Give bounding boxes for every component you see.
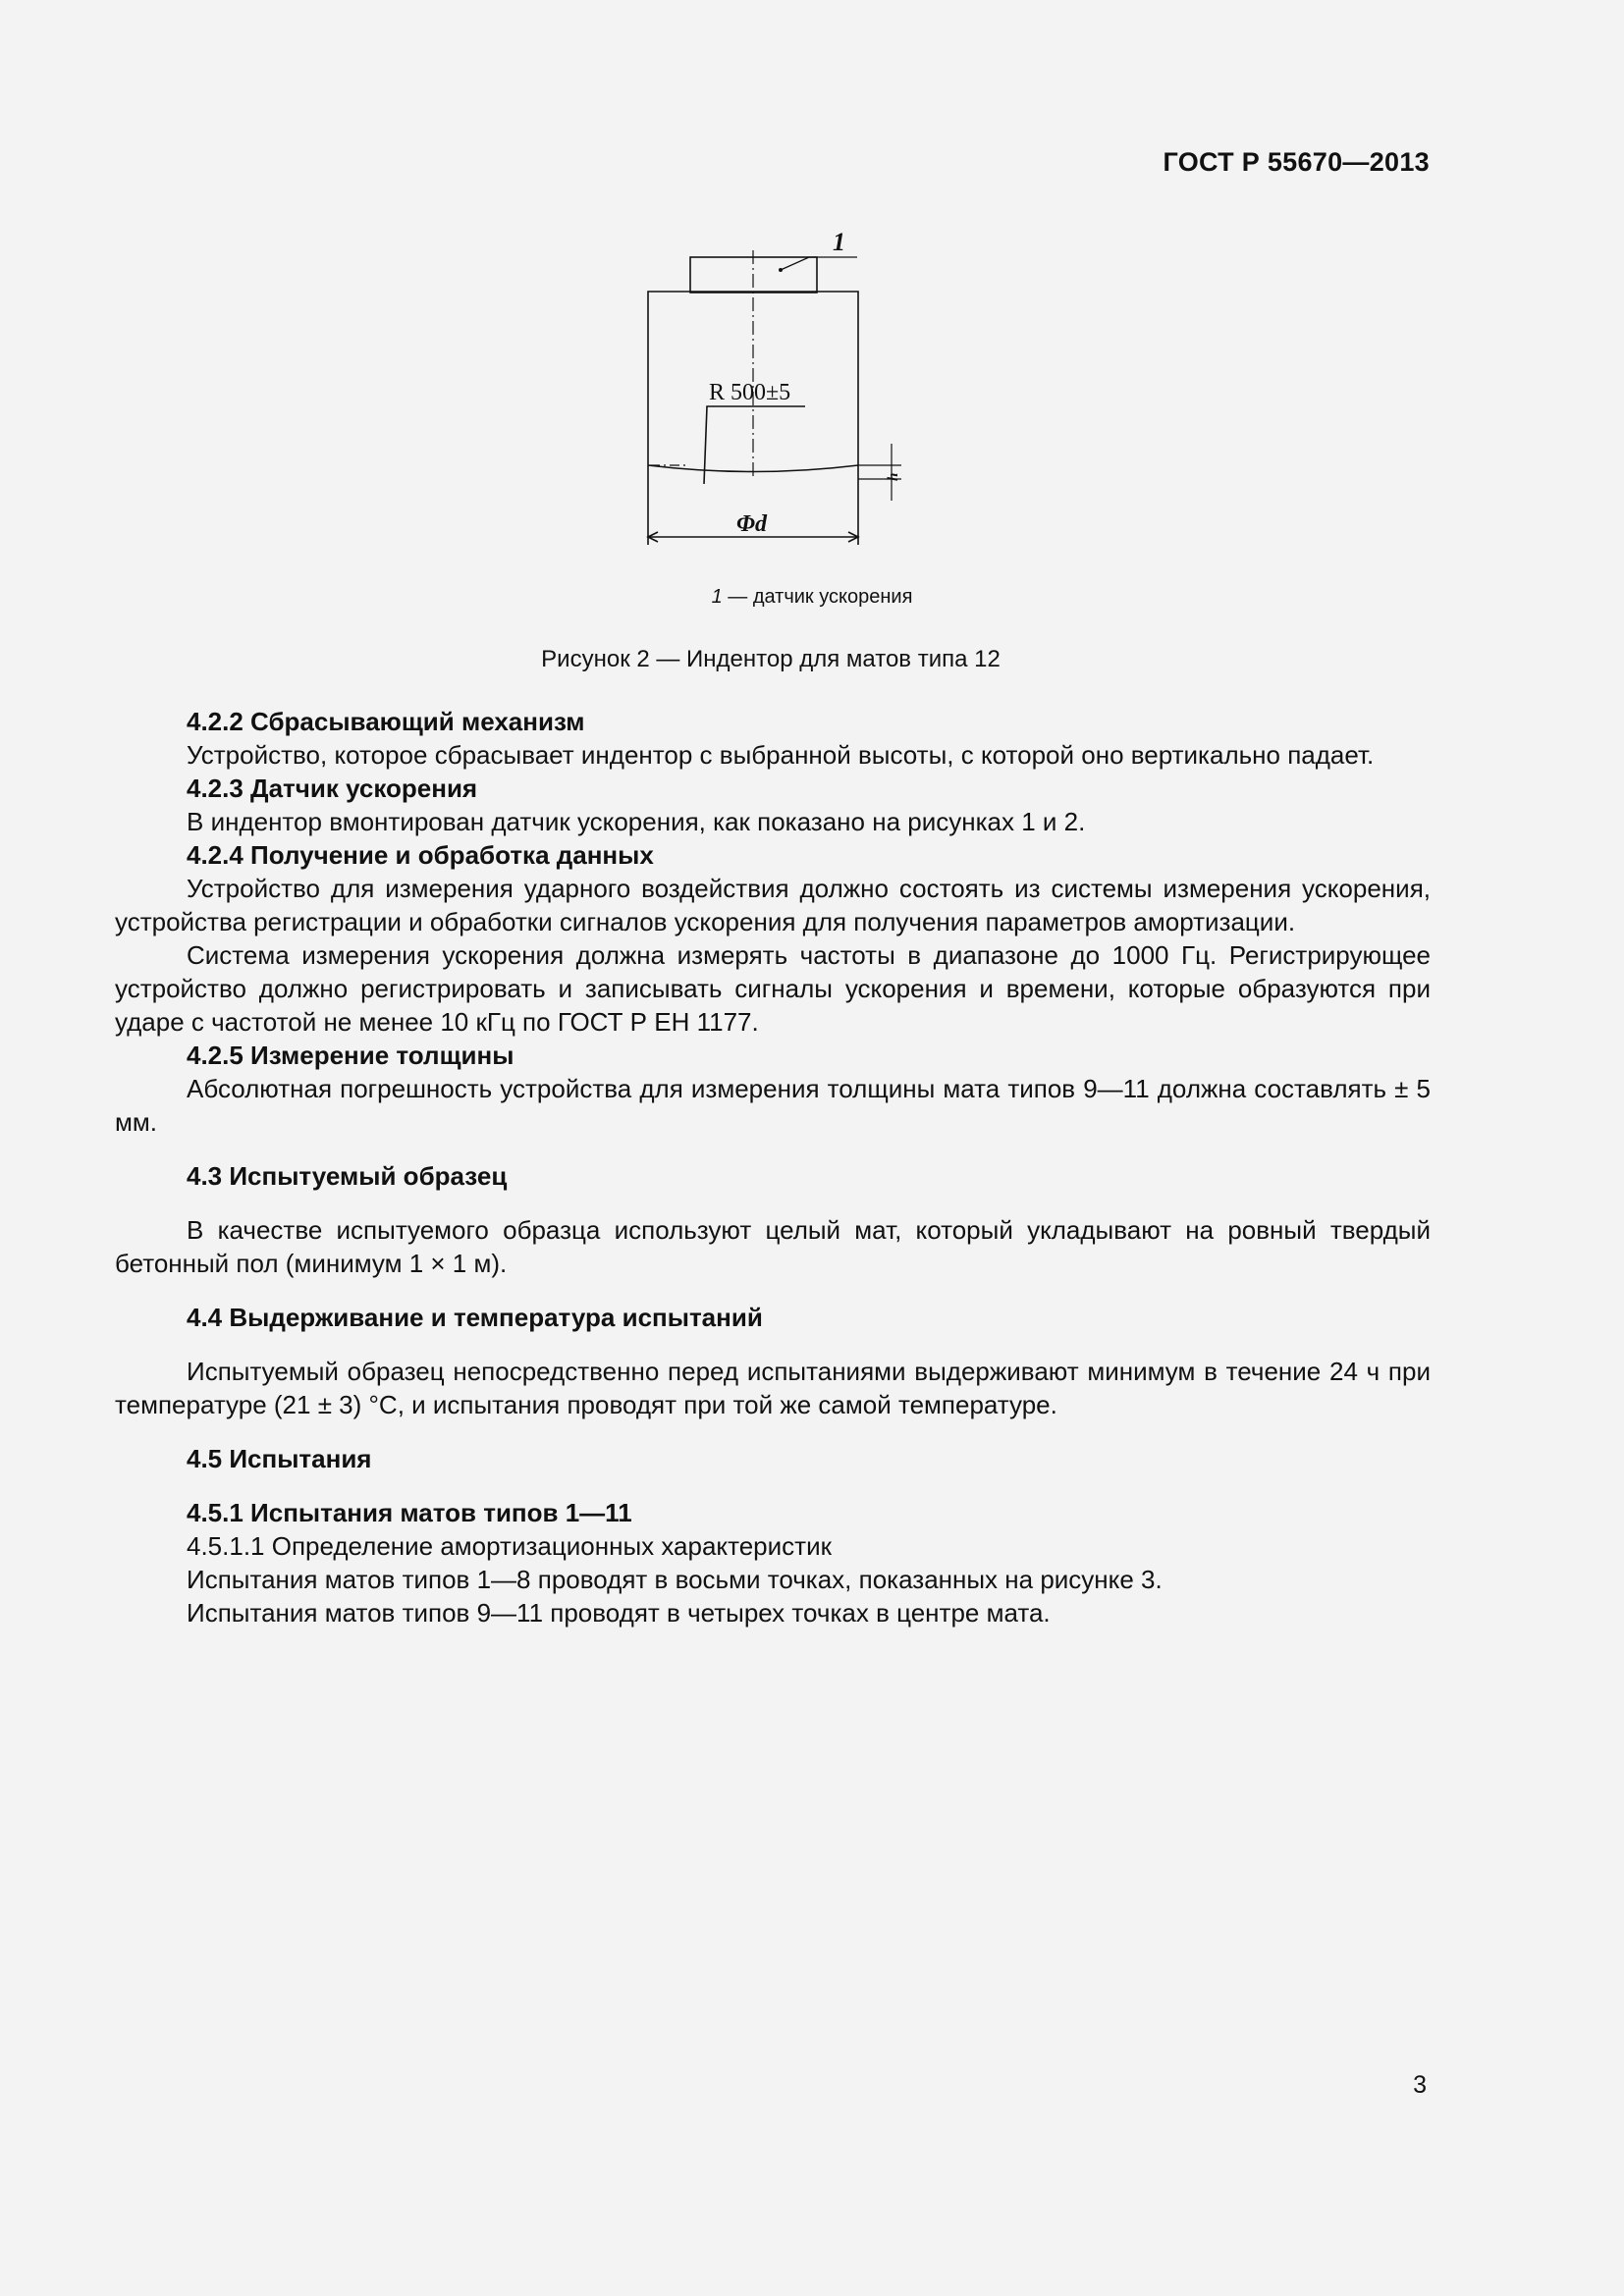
- figure-legend: [0, 586, 1624, 609]
- radius-label: R 500±5: [709, 380, 791, 405]
- legend-number: 1: [711, 586, 723, 608]
- indenter-figure: [628, 221, 923, 560]
- section-4-5-heading: 4.5 Испытания: [187, 1444, 372, 1473]
- section-4-2-4-text-2: Система измерения ускорения должна измерять частоты в диапазоне до 1000 Гц. Регистрирующее устройство должно регистрировать и записывать сигналы ускорения и времени, которые образуются при ударе с частотой не менее 10 кГц по ГОСТ Р ЕН 1177.: [115, 940, 1431, 1037]
- section-4-2-2-heading: 4.2.2 Сбрасывающий механизм: [187, 707, 585, 736]
- indenter-drawing: [628, 221, 923, 560]
- section-4-4-text: Испытуемый образец непосредственно перед испытаниями выдерживают минимум в течение 24 ч при температуре (21 ± 3) °С, и испытания проводят при той же самой температуре.: [115, 1357, 1431, 1419]
- section-4-2-5-text: Абсолютная погрешность устройства для измерения толщины мата типов 9—11 должна составлять ± 5 мм.: [115, 1074, 1431, 1137]
- document-code: ГОСТ Р 55670—2013: [1163, 147, 1430, 177]
- section-4-2-3-heading: 4.2.3 Датчик ускорения: [187, 774, 478, 803]
- section-4-2-4-text-1: Устройство для измерения ударного воздействия должно состоять из системы измерения ускорения, устройства регистрации и обработки сигналов ускорения для получения параметров амортизации.: [115, 874, 1431, 936]
- callout-number: 1: [833, 228, 845, 256]
- section-4-2-2-text: Устройство, которое сбрасывает индентор с выбранной высоты, с которой оно вертикально падает.: [187, 740, 1375, 770]
- section-4-5-1-text-1: Испытания матов типов 1—8 проводят в восьми точках, показанных на рисунке 3.: [187, 1565, 1163, 1594]
- figure-caption: Рисунок 2 — Индентор для матов типа 12: [541, 646, 1001, 672]
- section-4-4-heading: 4.4 Выдерживание и температура испытаний: [187, 1303, 763, 1332]
- sensor-point: [779, 268, 783, 272]
- section-4-2-5-heading: 4.2.5 Измерение толщины: [187, 1041, 514, 1070]
- h-label: h: [886, 472, 901, 481]
- section-4-2-3-text: В индентор вмонтирован датчик ускорения, как показано на рисунках 1 и 2.: [187, 807, 1086, 836]
- section-4-5-1-text-2: Испытания матов типов 9—11 проводят в четырех точках в центре мата.: [187, 1598, 1051, 1628]
- legend-text: — датчик ускорения: [722, 586, 913, 608]
- callout-leader: [781, 257, 857, 270]
- page-number: 3: [1413, 2071, 1427, 2099]
- section-4-3-text: В качестве испытуемого образца используют целый мат, который укладывают на ровный твердый бетонный пол (минимум 1 × 1 м).: [115, 1215, 1431, 1278]
- section-4-5-1-heading: 4.5.1 Испытания матов типов 1—11: [187, 1498, 632, 1527]
- document-body: [115, 705, 1431, 1629]
- diameter-label: Φd: [736, 511, 767, 537]
- section-4-3-heading: 4.3 Испытуемый образец: [187, 1161, 508, 1191]
- section-4-2-4-heading: 4.2.4 Получение и обработка данных: [187, 840, 654, 870]
- section-4-5-1-1-heading: 4.5.1.1 Определение амортизационных характеристик: [187, 1531, 832, 1561]
